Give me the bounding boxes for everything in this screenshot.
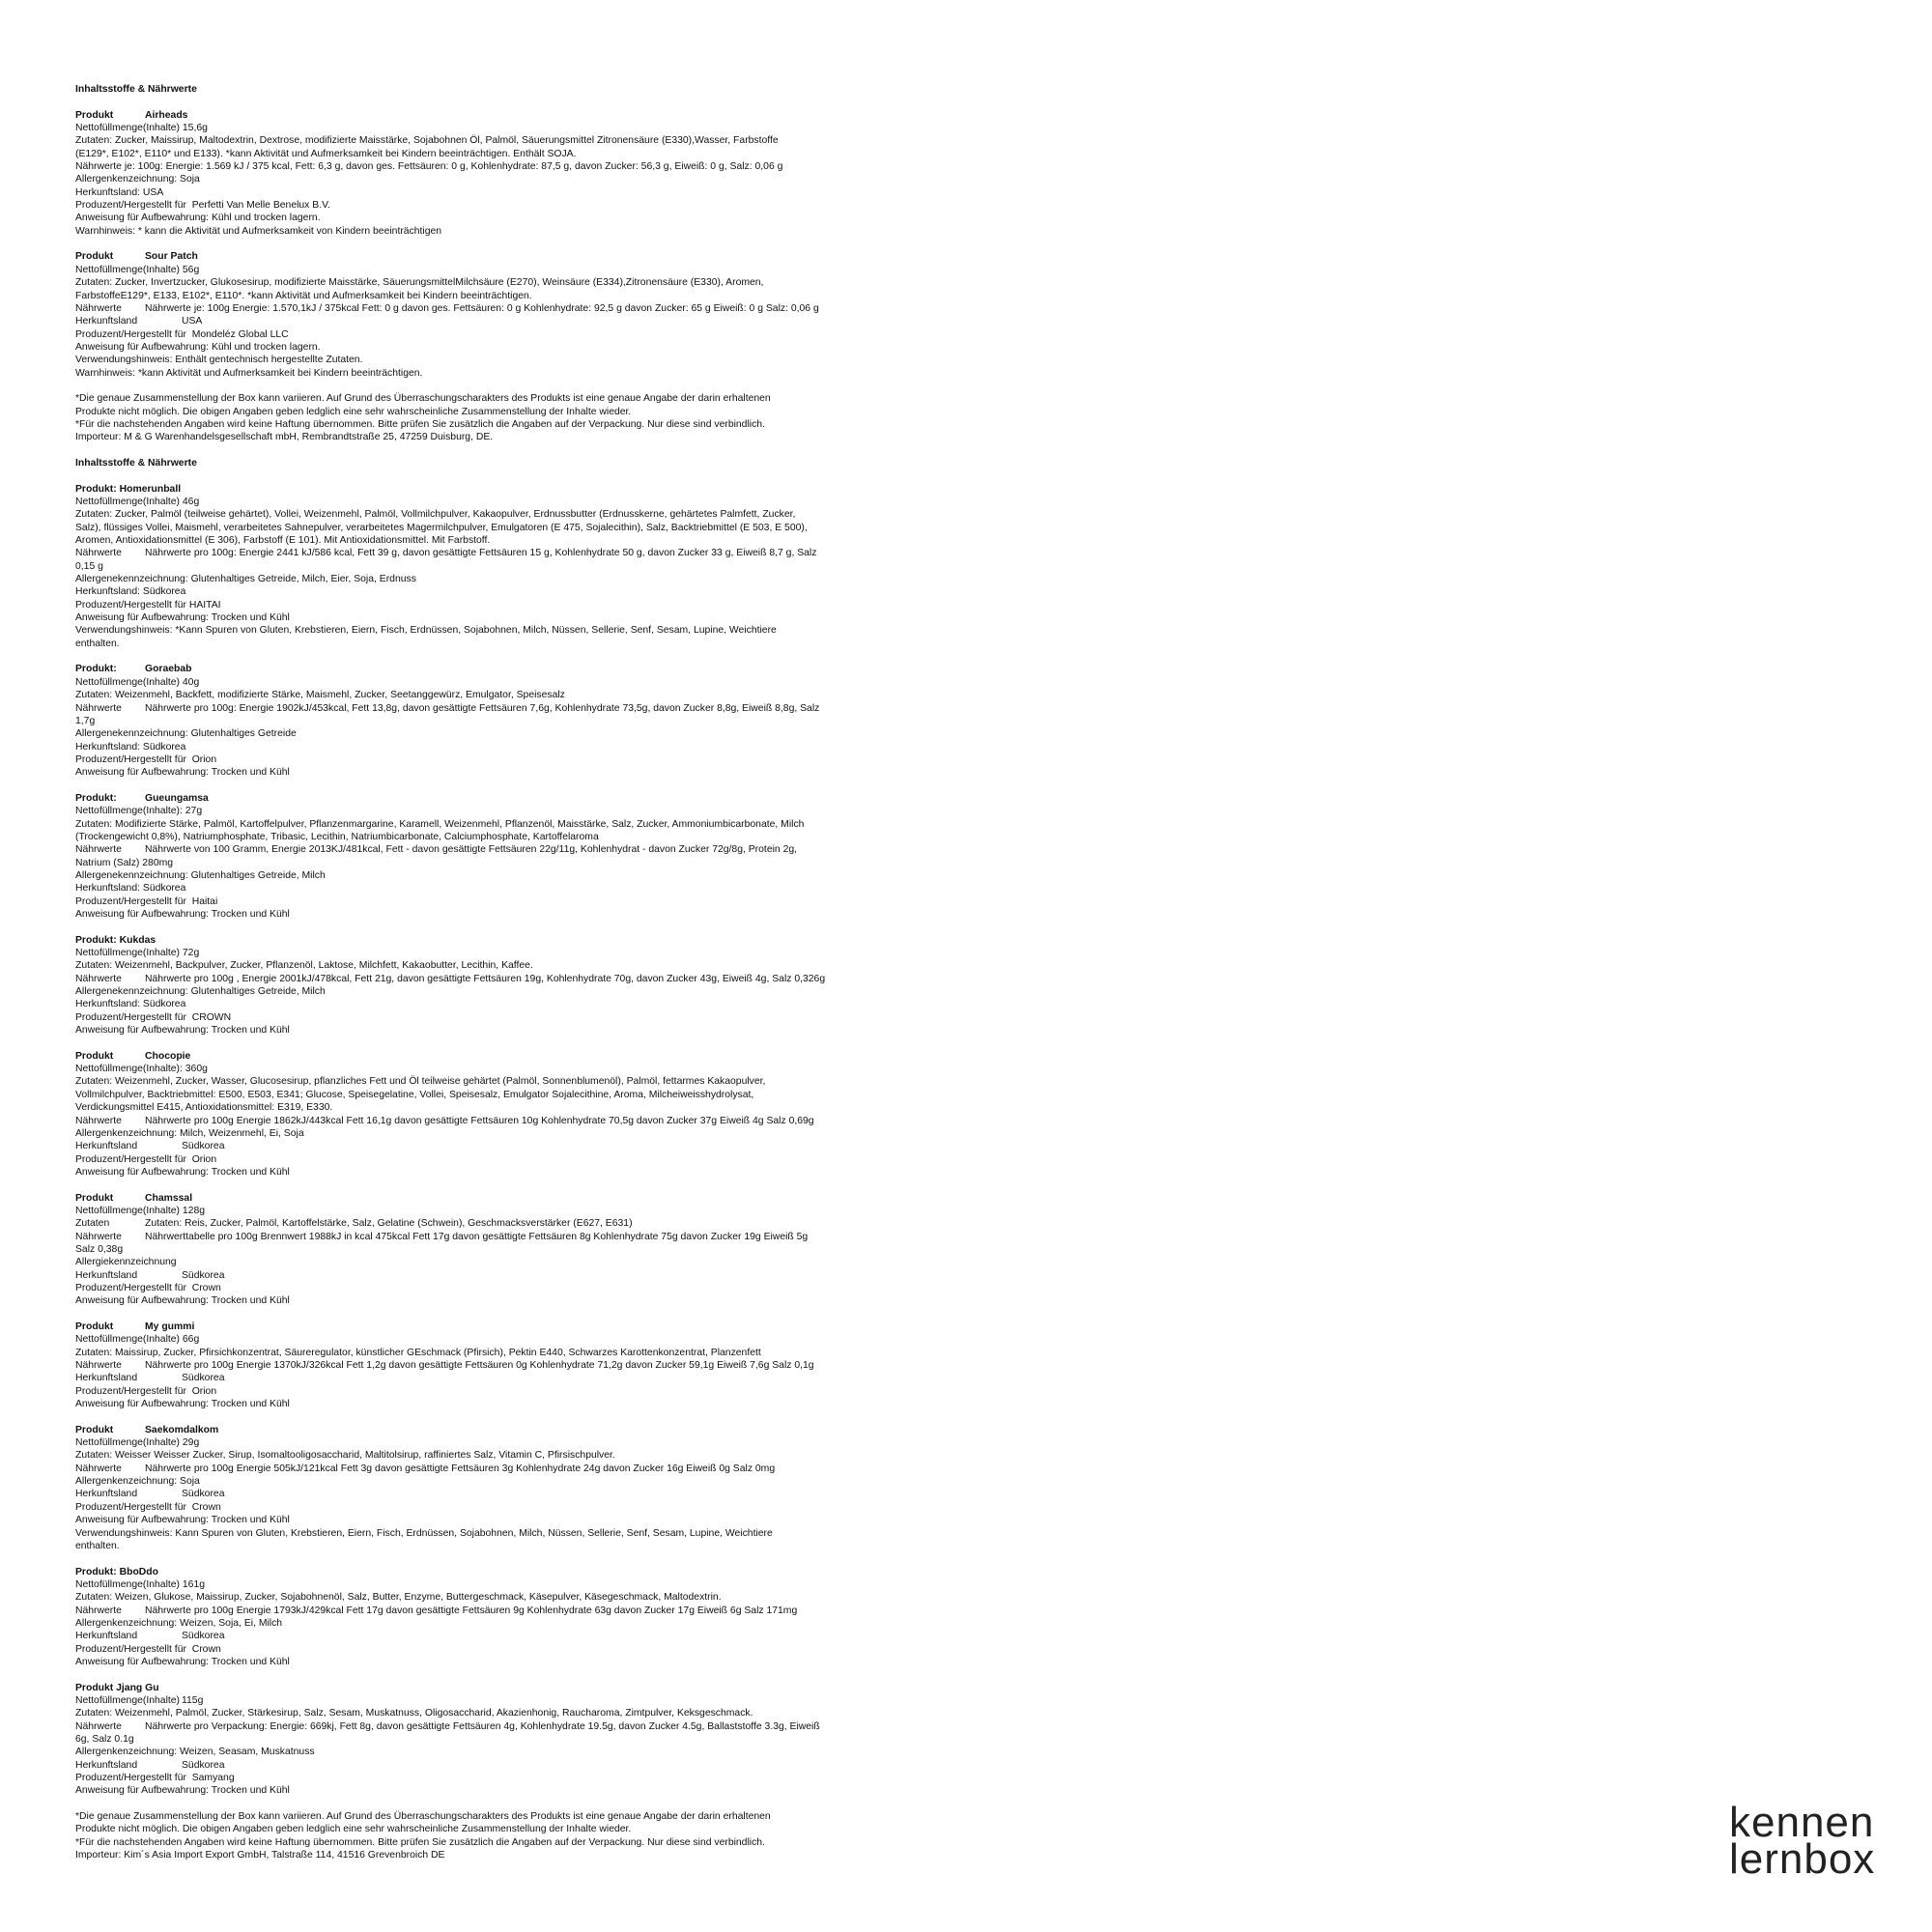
line-text: Zutaten: Weisser Weisser Zucker, Sirup, Isomaltooligosaccharid, Maltitolsirup, raffiniertes Salz, Vitamin C, Pfirsischpulver. [75, 1450, 615, 1462]
line-text: Nährwerte pro 100g: Energie 1902kJ/453kcal, Fett 13,8g, davon gesättigte Fettsäuren 7,6g, Kohlenhydrate 73,5g, davon Zucker 8,8g, Eiweiß 8,8g, Salz [145, 702, 820, 714]
text-line [75, 573, 945, 585]
text-line [75, 585, 945, 598]
text-line [75, 1488, 945, 1500]
line-label: Nährwerte [75, 1360, 122, 1372]
line-text: enthalten. [75, 1540, 120, 1551]
line-text: FarbstoffeE129*, E133, E102*, E110*. *kann Aktivität und Aufmerksamkeit bei Kindern beeinträchtigen. [75, 290, 532, 301]
line-text: Nährwerte pro 100g Energie 1370kJ/326kcal Fett 1,2g davon gesättigte Fettsäuren 0g Kohlenhydrate 71,2g davon Zucker 59,1g Eiweiß 7,6g Salz 0,1g [145, 1360, 814, 1372]
line-text: Anweisung für Aufbewahrung: Kühl und trocken lagern. [75, 213, 321, 224]
line-text: Anweisung für Aufbewahrung: Trocken und Kühl [75, 1025, 290, 1037]
text-line [75, 1514, 945, 1526]
text-line [75, 1089, 945, 1101]
text-line [75, 1475, 945, 1488]
line-text: Verwendungshinweis: Kann Spuren von Gluten, Krebstieren, Eiern, Fisch, Erdnüssen, Sojabohnen, Milch, Nüssen, Sellerie, Senf, Sesam, Lupine, Weichtiere [75, 1527, 773, 1539]
text-line [75, 1707, 945, 1719]
line-text: Allergenkenzeichnung: Soja [75, 1476, 200, 1488]
line-text: Zutaten: Weizenmehl, Backfett, modifizierte Stärke, Maismehl, Zucker, Seetanggewürz, Emulgator, Speisesalz [75, 690, 565, 701]
text-line [75, 702, 945, 715]
text-line [75, 160, 945, 173]
text-line [75, 805, 945, 817]
line-text: Allergenkenzeichnung: Soja [75, 174, 200, 185]
line-text: Nährwerte von 100 Gramm, Energie 2013KJ/481kcal, Fett - davon gesättigte Fettsäuren 22g/11g, Kohlenhydrat - davon Zucker 72g/8g, Protein 2g, [145, 844, 798, 856]
line-label: Produkt: [75, 792, 117, 804]
text-line [75, 225, 945, 238]
line-text: Produzent/Hergestellt für HAITAI [75, 599, 221, 611]
text-line [75, 741, 945, 753]
line-text: Anweisung für Aufbewahrung: Trocken und Kühl [75, 1399, 290, 1410]
line-text: Zutaten: Weizen, Glukose, Maissirup, Zucker, Sojabohnenöl, Salz, Butter, Enzyme, Buttergeschmack, Käsepulver, Käsegeschmack, Maltodextrin. [75, 1592, 722, 1604]
line-text: Nettofüllmenge(Inhalte) 15,6g [75, 123, 208, 134]
text-line [75, 715, 945, 727]
line-text: Zutaten: Zucker, Palmöl (teilweise gehärtet), Vollei, Weizenmehl, Palmöl, Vollmilchpulver, Kakaopulver, Erdnussbutter (Erdnusskerne, gehärtetes Palmfett, Zucker, [75, 509, 796, 521]
line-text: Nährwerte je: 100g Energie: 1.570,1kJ / 375kcal Fett: 0 g davon ges. Fettsäuren: 0 g Kohlenhydrate: 92,5 g davon Zucker: 65 g Eiweiß: 0 g Salz: 0,06 g [145, 302, 819, 314]
line-spacer [75, 780, 945, 792]
line-text: Südkorea [182, 1141, 225, 1152]
text-line [75, 1269, 945, 1282]
line-text: Anweisung für Aufbewahrung: Trocken und Kühl [75, 612, 290, 624]
line-text: Sour Patch [145, 251, 198, 263]
section-heading [75, 1566, 945, 1578]
line-text: Herkunftsland: USA [75, 186, 164, 198]
line-label: Zutaten [75, 1218, 110, 1230]
line-text: Südkorea [182, 1489, 225, 1500]
text-line [75, 290, 945, 302]
line-text: Nettofüllmenge(Inhalte): 27g [75, 806, 203, 817]
text-line [75, 1359, 945, 1372]
line-text: (Trockengewicht 0,8%), Natriumphosphate, Tribasic, Lecithin, Natriumbicarbonate, Calciumphosphate, Kartoffelaroma [75, 831, 599, 842]
section-heading [75, 663, 945, 675]
line-text: Verdickungsmittel E415, Antioxidationsmittel: E319, E330. [75, 1102, 333, 1114]
text-line [75, 560, 945, 573]
section-heading [75, 792, 945, 805]
line-text: Anweisung für Aufbewahrung: Trocken und Kühl [75, 1656, 290, 1667]
text-line [75, 1617, 945, 1630]
text-line [75, 959, 945, 972]
line-text: Allergenkenzeichnung: Milch, Weizenmehl, Ei, Soja [75, 1127, 304, 1139]
text-line [75, 522, 945, 534]
text-line [75, 1463, 945, 1475]
line-text: Anweisung für Aufbewahrung: Trocken und Kühl [75, 767, 290, 779]
line-text: Anweisung für Aufbewahrung: Trocken und Kühl [75, 909, 290, 920]
section-heading [75, 1050, 945, 1063]
text-line [75, 843, 945, 856]
line-text: Verwendungshinweis: *Kann Spuren von Gluten, Krebstieren, Eiern, Fisch, Erdnüssen, Sojabohnen, Milch, Nüssen, Sellerie, Senf, Sesam, Lupine, Weichtiere [75, 625, 777, 637]
text-line [75, 1140, 945, 1152]
text-line [75, 1605, 945, 1617]
line-text: *Für die nachstehenden Angaben wird keine Haftung übernommen. Bitte prüfen Sie zusätzlich die Angaben auf der Verpackung. Nur diese sind verbindlich. [75, 418, 765, 430]
line-label: Nährwerte [75, 1231, 122, 1242]
line-label: Herkunftsland [75, 1631, 138, 1642]
line-text: Nettofüllmenge(Inhalte) 40g [75, 676, 200, 688]
line-text: Nährwerte pro 100g: Energie 2441 kJ/586 kcal, Fett 39 g, davon gesättigte Fettsäuren 15 g, Kohlenhydrate 50 g, davon Zucker 33 g, Eiweiß 8,7 g, Salz [145, 548, 817, 559]
line-text: Produzent/Hergestellt für Orion [75, 1385, 217, 1397]
text-line [75, 1630, 945, 1642]
text-line [75, 882, 945, 895]
text-line [75, 1127, 945, 1140]
line-label: Nährwerte [75, 1605, 122, 1616]
line-text: Anweisung für Aufbewahrung: Trocken und Kühl [75, 1785, 290, 1797]
line-text: Herkunftsland: Südkorea [75, 586, 186, 598]
line-label: Produkt [75, 1050, 114, 1062]
text-line [75, 1643, 945, 1656]
text-line [75, 1347, 945, 1359]
text-line [75, 1101, 945, 1114]
line-text: Gueungamsa [145, 792, 209, 804]
line-text: 115g [182, 1694, 204, 1706]
line-text: Verwendungshinweis: Enthält gentechnisch hergestellte Zutaten. [75, 355, 363, 366]
line-text: Zutaten: Weizenmehl, Backpulver, Zucker, Pflanzenöl, Laktose, Milchfett, Kakaobutter, Lecithin, Kaffee. [75, 960, 533, 972]
text-line [75, 1501, 945, 1514]
line-text: Herkunftsland: Südkorea [75, 999, 186, 1010]
text-line [75, 1075, 945, 1088]
line-text: Saekomdalkom [145, 1424, 219, 1435]
text-line [75, 1024, 945, 1037]
text-line [75, 1166, 945, 1179]
text-line [75, 1836, 945, 1849]
line-text: Nettofüllmenge(Inhalte) 128g [75, 1205, 206, 1216]
text-line [75, 1294, 945, 1307]
text-line [75, 1810, 945, 1823]
line-text: Produkte nicht möglich. Die obigen Angaben geben ledglich eine sehr wahrscheinliche Zusammenstellung der Inhalte wieder. [75, 406, 632, 417]
line-text: Produkt Jjang Gu [75, 1682, 159, 1693]
line-label: Herkunftsland [75, 1759, 138, 1771]
line-spacer [75, 1410, 945, 1423]
line-label: Nährwerte [75, 1463, 122, 1474]
line-text: Herkunftsland: Südkorea [75, 741, 186, 753]
line-text: *Die genaue Zusammenstellung der Box kann variieren. Auf Grund des Überraschungscharakters des Produkts ist eine genaue Angabe der darin erhaltenen [75, 393, 771, 405]
line-text: Salz), flüssiges Vollei, Maismehl, verarbeitetes Sahnepulver, verarbeitetes Magermilchpulver, Emulgatoren (E 475, Sojalecithin), Salz, Backtriebmittel (E 503, E 500), [75, 522, 808, 533]
text-line [75, 199, 945, 212]
line-text: Nettofüllmenge(Inhalte) 161g [75, 1578, 206, 1590]
line-text: Südkorea [182, 1373, 225, 1384]
text-line [75, 1153, 945, 1166]
text-line [75, 186, 945, 199]
line-label: Nährwerte [75, 302, 122, 314]
section-heading [75, 1424, 945, 1436]
text-line [75, 1720, 945, 1733]
line-text: Zutaten: Weizenmehl, Zucker, Wasser, Glucosesirup, pflanzliches Fett und Öl teilweise gehärtet (Palmöl, Sonnenblumenöl), Palmöl, fettarmes Kakaopulver, [75, 1076, 766, 1088]
line-spacer [75, 1037, 945, 1049]
line-text: *Für die nachstehenden Angaben wird keine Haftung übernommen. Bitte prüfen Sie zusätzlich die Angaben auf der Verpackung. Nur diese sind verbindlich. [75, 1836, 765, 1848]
line-spacer [75, 1798, 945, 1810]
line-text: Produzent/Hergestellt für Haitai [75, 895, 218, 907]
text-line [75, 1333, 945, 1346]
line-label: Nährwerte [75, 1720, 122, 1732]
line-text: My gummi [145, 1321, 195, 1332]
line-text: Vollmilchpulver, Backtriebmittel: E500, E503, E341; Glucose, Speisegelatine, Vollei, Speisesalz, Emulgator Sojalecithine, Aroma, Milcheiweisshydrolysat, [75, 1089, 754, 1100]
line-text: Produzent/Hergestellt für CROWN [75, 1011, 232, 1023]
line-text: 6g, Salz 0.1g [75, 1734, 134, 1745]
line-text: Südkorea [182, 1269, 225, 1281]
text-line [75, 264, 945, 276]
line-text: Produkte nicht möglich. Die obigen Angaben geben ledglich eine sehr wahrscheinliche Zusammenstellung der Inhalte wieder. [75, 1824, 632, 1835]
section-heading [75, 483, 945, 496]
section-heading [75, 934, 945, 947]
line-text: Nährwerte pro Verpackung: Energie: 669kj, Fett 8g, davon gesättigte Fettsäuren 4g, Kohlenhydrate 19.5g, davon Zucker 4.5g, Ballaststoffe 3.3g, Eiweiß [145, 1720, 820, 1732]
line-text: Salz 0,38g [75, 1243, 124, 1255]
line-text: Allergenekennzeichnung: Glutenhaltiges Getreide, Milch, Eier, Soja, Erdnuss [75, 574, 416, 585]
line-text: Anweisung für Aufbewahrung: Kühl und trocken lagern. [75, 341, 321, 353]
text-line [75, 998, 945, 1010]
text-line [75, 431, 945, 443]
line-text: Zutaten: Reis, Zucker, Palmöl, Kartoffelstärke, Salz, Gelatine (Schwein), Geschmacksverstärker (E627, E631) [145, 1218, 633, 1230]
line-text: Warnhinweis: * kann die Aktivität und Aufmerksamkeit von Kindern beeinträchtigen [75, 225, 442, 237]
line-label: Nährwerte [75, 702, 122, 714]
text-line [75, 1282, 945, 1294]
text-line [75, 1591, 945, 1604]
line-text: Produzent/Hergestellt für Perfetti Van Melle Benelux B.V. [75, 200, 330, 212]
line-label: Produkt [75, 1321, 114, 1332]
line-text: Aromen, Antioxidationsmittel (E 306), Farbstoff (E 101). Mit Antioxidationsmittel. Mit Farbstoff. [75, 535, 491, 547]
line-text: Herkunftsland: Südkorea [75, 883, 186, 895]
text-line [75, 1759, 945, 1772]
text-line [75, 1256, 945, 1268]
text-line [75, 1449, 945, 1462]
line-spacer [75, 1552, 945, 1565]
section-heading [75, 457, 945, 469]
text-line [75, 302, 945, 315]
line-label: Herkunftsland [75, 1373, 138, 1384]
line-text: Produzent/Hergestellt für Orion [75, 1153, 217, 1165]
line-text: Inhaltsstoffe & Nährwerte [75, 84, 197, 95]
text-line [75, 1527, 945, 1540]
line-text: Produzent/Hergestellt für Crown [75, 1501, 221, 1513]
text-line [75, 624, 945, 637]
line-text: Zutaten: Maissirup, Zucker, Pfirsichkonzentrat, Säureregulator, künstlicher GEschmack (Pfirsich), Pektin E440, Schwarzes Karottenkonzentrat, Planzenfett [75, 1347, 761, 1358]
text-line [75, 973, 945, 985]
text-line [75, 753, 945, 766]
line-spacer [75, 469, 945, 482]
text-line [75, 985, 945, 998]
line-text: Importeur: Kim´s Asia Import Export GmbH, Talstraße 114, 41516 Grevenbroich DE [75, 1850, 445, 1861]
line-text: Nährwerte pro 100g Energie 1862kJ/443kcal Fett 16,1g davon gesättigte Fettsäuren 10g Kohlenhydrate 70,5g davon Zucker 37g Eiweiß 4g Salz 0,69g [145, 1115, 814, 1126]
line-text: USA [182, 316, 203, 327]
line-text: Importeur: M & G Warenhandelsgesellschaft mbH, Rembrandtstraße 25, 47259 Duisburg, DE. [75, 432, 494, 443]
text-line [75, 406, 945, 418]
line-text: Nährwerttabelle pro 100g Brennwert 1988kJ in kcal 475kcal Fett 17g davon gesättigte Fettsäuren 8g Kohlenhydrate 75g davon Zucker 19g Eiweiß 5g [145, 1231, 809, 1242]
line-text: Allergenekennzeichnung: Glutenhaltiges Getreide [75, 728, 297, 740]
text-line [75, 1372, 945, 1384]
line-text: Produzent/Hergestellt für Orion [75, 753, 217, 765]
text-line [75, 1011, 945, 1024]
line-text: Produzent/Hergestellt für Samyang [75, 1773, 235, 1784]
text-line [75, 328, 945, 341]
text-line [75, 1063, 945, 1075]
line-text: Produzent/Hergestellt für Crown [75, 1282, 221, 1293]
line-text: Produkt: BboDdo [75, 1566, 158, 1577]
text-line [75, 947, 945, 959]
line-text: Zutaten: Weizenmehl, Palmöl, Zucker, Stärkesirup, Salz, Sesam, Muskatnuss, Oligosaccharid, Akazienhonig, Raucharoma, Zimtpulver, Keksgeschmack. [75, 1708, 753, 1719]
line-text: Produkt: Homerunball [75, 483, 182, 495]
line-spacer [75, 96, 945, 108]
logo-line-2: lernbox [1729, 1835, 1876, 1883]
ingredients-document [75, 83, 945, 1861]
text-line [75, 547, 945, 559]
text-line [75, 611, 945, 624]
text-line [75, 908, 945, 921]
line-text: Produkt: Kukdas [75, 934, 156, 946]
text-line [75, 1115, 945, 1127]
line-text: *Die genaue Zusammenstellung der Box kann variieren. Auf Grund des Überraschungscharakters des Produkts ist eine genaue Angabe der darin erhaltenen [75, 1811, 771, 1823]
line-label: Herkunftsland [75, 1269, 138, 1281]
text-line [75, 895, 945, 908]
line-text: Inhaltsstoffe & Nährwerte [75, 457, 197, 469]
text-line [75, 341, 945, 354]
text-line [75, 134, 945, 147]
line-label: Nährwerte [75, 973, 122, 984]
line-text: enthalten. [75, 638, 120, 649]
text-line [75, 276, 945, 289]
text-line [75, 496, 945, 508]
line-text: Nährwerte je: 100g: Energie: 1.569 kJ / 375 kcal, Fett: 6,3 g, davon ges. Fettsäuren: 0 g, Kohlenhydrate: 87,5 g, davon Zucker: 56,3 g, Eiweiß: 0 g, Salz: 0,06 g [75, 161, 783, 173]
text-line [75, 1784, 945, 1797]
line-spacer [75, 1308, 945, 1321]
text-line [75, 1694, 945, 1707]
text-line [75, 1231, 945, 1243]
line-text: Produzent/Hergestellt für Mondeléz Global LLC [75, 328, 289, 340]
line-label: Herkunftsland [75, 1489, 138, 1500]
logo-line-1: kennen [1729, 1799, 1875, 1846]
section-heading [75, 1682, 945, 1694]
text-line [75, 727, 945, 740]
line-text: Allergenkenzeichnung: Weizen, Soja, Ei, Milch [75, 1617, 283, 1629]
text-line [75, 534, 945, 547]
text-line [75, 831, 945, 843]
line-label: Produkt [75, 109, 114, 121]
line-label: Produkt: [75, 664, 117, 675]
text-line [75, 354, 945, 366]
line-text: Zutaten: Modifizierte Stärke, Palmöl, Kartoffelpulver, Pflanzenmargarine, Karamell, Weizenmehl, Pflanzenöl, Maisstärke, Salz, Zucker, Ammoniumbicarbonate, Milch [75, 818, 805, 830]
text-line [75, 857, 945, 869]
line-text: Allergenekennzeichnung: Glutenhaltiges Getreide, Milch [75, 986, 326, 998]
text-line [75, 173, 945, 185]
line-text: Allergenkenzeichnung: Weizen, Seasam, Muskatnuss [75, 1747, 315, 1758]
line-text: Warnhinweis: *kann Aktivität und Aufmerksamkeit bei Kindern beeinträchtigen. [75, 367, 423, 379]
line-text: Nettofüllmenge(Inhalte) 66g [75, 1334, 200, 1346]
line-spacer [75, 238, 945, 250]
text-line [75, 1205, 945, 1217]
text-line [75, 1823, 945, 1835]
line-text: Nettofüllmenge(Inhalte) 56g [75, 264, 200, 275]
line-text: Airheads [145, 109, 188, 121]
line-spacer [75, 444, 945, 457]
section-heading [75, 250, 945, 263]
text-line [75, 1656, 945, 1668]
line-text: Nährwerte pro 100g Energie 505kJ/121kcal Fett 3g davon gesättigte Fettsäuren 3g Kohlenhydrate 24g davon Zucker 16g Eiweiß 0g Salz 0mg [145, 1463, 776, 1474]
text-line [75, 1398, 945, 1410]
line-spacer [75, 1179, 945, 1191]
line-label: Nährwerte [75, 1115, 122, 1126]
text-line [75, 212, 945, 224]
line-text: Allergenekennzeichnung: Glutenhaltiges Getreide, Milch [75, 869, 326, 881]
line-text: Goraebab [145, 664, 192, 675]
line-label: Nährwerte [75, 844, 122, 856]
line-text: Südkorea [182, 1759, 225, 1771]
line-text: Nettofüllmenge(Inhalte) 46g [75, 497, 200, 507]
text-line [75, 392, 945, 405]
line-text: Chamssal [145, 1192, 193, 1204]
text-line [75, 1540, 945, 1552]
text-line [75, 148, 945, 160]
line-text: Anweisung für Aufbewahrung: Trocken und Kühl [75, 1295, 290, 1307]
text-line [75, 676, 945, 689]
line-text: 1,7g [75, 715, 96, 726]
line-label: Herkunftsland [75, 1141, 138, 1152]
line-text: 0,15 g [75, 560, 103, 572]
section-heading [75, 1192, 945, 1205]
text-line [75, 1578, 945, 1591]
line-text: Nettofüllmenge(Inhalte): 360g [75, 1064, 208, 1075]
text-line [75, 1772, 945, 1784]
section-heading [75, 83, 945, 96]
text-line [75, 1733, 945, 1746]
line-spacer [75, 1668, 945, 1681]
line-text: Zutaten: Zucker, Invertzucker, Glukosesirup, modifizierte Maisstärke, SäuerungsmittelMilchsäure (E270), Weinsäure (E334),Zitronensäure (E330), Aromen, [75, 277, 764, 289]
section-heading [75, 1321, 945, 1333]
line-text: Nettofüllmenge(Inhalte) 29g [75, 1437, 200, 1449]
section-heading [75, 109, 945, 122]
line-text: Zutaten: Zucker, Maissirup, Maltodextrin, Dextrose, modifizierte Maisstärke, Sojabohnen Öl, Palmöl, Säuerungsmittel Zitronensäure (E330),Wasser, Farbstoffe [75, 135, 779, 147]
line-text: (E129*, E102*, E110* und E133). *kann Aktivität und Aufmerksamkeit bei Kindern beeinträchtigen. Enthält SOJA. [75, 148, 577, 159]
line-text: Chocopie [145, 1050, 191, 1062]
text-line [75, 1436, 945, 1449]
line-label: Nettofüllmenge(Inhalte) [75, 1694, 181, 1706]
line-text: Anweisung für Aufbewahrung: Trocken und Kühl [75, 1515, 290, 1526]
line-spacer [75, 650, 945, 663]
line-spacer [75, 921, 945, 933]
text-line [75, 638, 945, 650]
line-text: Produzent/Hergestellt für Crown [75, 1643, 221, 1655]
text-line [75, 1746, 945, 1758]
text-line [75, 599, 945, 611]
line-label: Nährwerte [75, 548, 122, 559]
text-line [75, 1849, 945, 1861]
text-line [75, 766, 945, 779]
line-label: Produkt [75, 1192, 114, 1204]
text-line [75, 122, 945, 134]
text-line [75, 508, 945, 521]
line-text: Nährwerte pro 100g Energie 1793kJ/429kcal Fett 17g davon gesättigte Fettsäuren 9g Kohlenhydrate 63g davon Zucker 17g Eiweiß 6g Salz 171mg [145, 1605, 798, 1616]
text-line [75, 1243, 945, 1256]
line-label: Produkt [75, 251, 114, 263]
text-line [75, 1385, 945, 1398]
text-line [75, 315, 945, 327]
line-text: Natrium (Salz) 280mg [75, 857, 174, 868]
text-line [75, 418, 945, 431]
line-text: Nährwerte pro 100g , Energie 2001kJ/478kcal, Fett 21g, davon gesättigte Fettsäuren 19g, Kohlenhydrate 70g, davon Zucker 43g, Eiweiß 4g, Salz 0,326g [145, 973, 826, 984]
text-line [75, 367, 945, 380]
line-text: Anweisung für Aufbewahrung: Trocken und Kühl [75, 1166, 290, 1178]
line-label: Herkunftsland [75, 316, 138, 327]
text-line [75, 818, 945, 831]
text-line [75, 1217, 945, 1230]
kennenlernbox-logo [1729, 1799, 1876, 1883]
line-text: Südkorea [182, 1631, 225, 1642]
text-line [75, 689, 945, 701]
line-label: Produkt [75, 1424, 114, 1435]
line-text: Nettofüllmenge(Inhalte) 72g [75, 948, 200, 959]
line-text: Allergiekennzeichnung [75, 1257, 177, 1268]
text-line [75, 869, 945, 882]
line-spacer [75, 380, 945, 392]
